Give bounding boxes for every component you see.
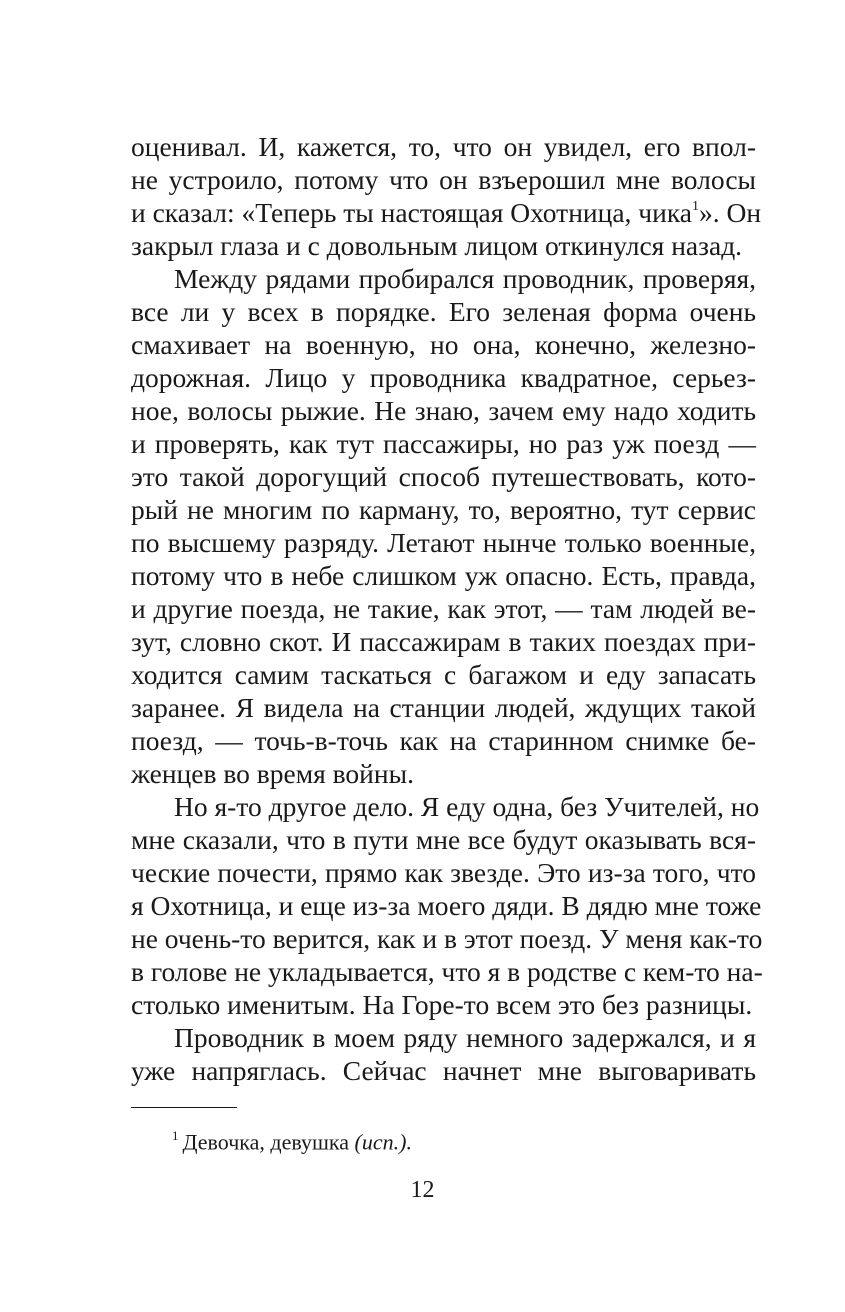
text-line: поезд, — точь-в-точь как на старинном снимке бе- [131,725,756,756]
text-line: столько именитым. На Горе-то всем это без разницы. [131,989,753,1020]
text-line: дорожная. Лицо у проводника квадратное, серьез- [131,362,756,393]
text-line: смахивает на военную, но она, конечно, железно- [131,329,756,360]
text-line-part: и сказал: «Теперь ты настоящая Охотница, чика [131,197,692,228]
text-line: закрыл глаза и с довольным лицом откинулся назад. [131,230,743,261]
text-line: потому что в небе слишком уж опасно. Есть, правда, [131,560,756,591]
text-line: Проводник в моем ряду немного задержался, и я [174,1022,756,1053]
text-line: женцев во время войны. [131,758,414,789]
text-line: не устроило, потому что он взъерошил мне волосы [131,164,756,195]
text-line: ное, волосы рыжие. Не знаю, зачем ему надо ходить [131,395,756,426]
footnote-text: Девочка, девушка [182,1129,350,1155]
footnote-marker: 1 [172,1128,179,1143]
footnote-reference: 1 [692,198,699,214]
text-line: и другие поезда, не такие, как этот, — там людей ве- [131,593,756,624]
text-line: это такой дорогущий способ путешествовать, кото- [131,461,756,492]
text-line: я Охотница, и еще из-за моего дяди. В дядю мне тоже [131,890,762,921]
text-line: по высшему разряду. Летают нынче только военные, [131,527,756,558]
body-text [131,130,763,1087]
footnote [172,1124,412,1155]
text-line: все ли у всех в порядке. Его зеленая форма очень [131,296,756,327]
text-line: зут, словно скот. И пассажирам в таких поездах при- [131,626,756,657]
text-line: в голове не укладывается, что я в родстве с кем-то на- [131,956,763,987]
text-line: не очень-то верится, как и в этот поезд. У меня как-то [131,923,763,954]
page-number: 12 [410,1177,435,1203]
text-line: Между рядами пробирался проводник, проверяя, [174,263,756,294]
text-line: ходится самим таскаться с багажом и еду запасать [131,659,756,690]
text-line: уже напряглась. Сейчас начнет мне выговаривать [131,1055,756,1086]
text-line-part: ». Он [699,197,762,228]
text-line: оценивал. И, кажется, то, что он увидел, его впол- [131,131,756,162]
text-line: Но я-то другое дело. Я еду одна, без Учителей, но [174,791,760,822]
text-line: мне сказали, что в пути мне все будут оказывать вся- [131,824,756,855]
footnote-source: (исп.). [354,1129,412,1155]
text-line [131,196,762,229]
text-line: ческие почести, прямо как звезде. Это из-за того, что [131,857,756,888]
text-line: и проверять, как тут пассажиры, но раз уж поезд — [131,428,756,459]
footnote-divider [131,1107,237,1108]
text-line: рый не многим по карману, то, вероятно, тут сервис [131,494,756,525]
text-line: заранее. Я видела на станции людей, ждущих такой [131,692,756,723]
